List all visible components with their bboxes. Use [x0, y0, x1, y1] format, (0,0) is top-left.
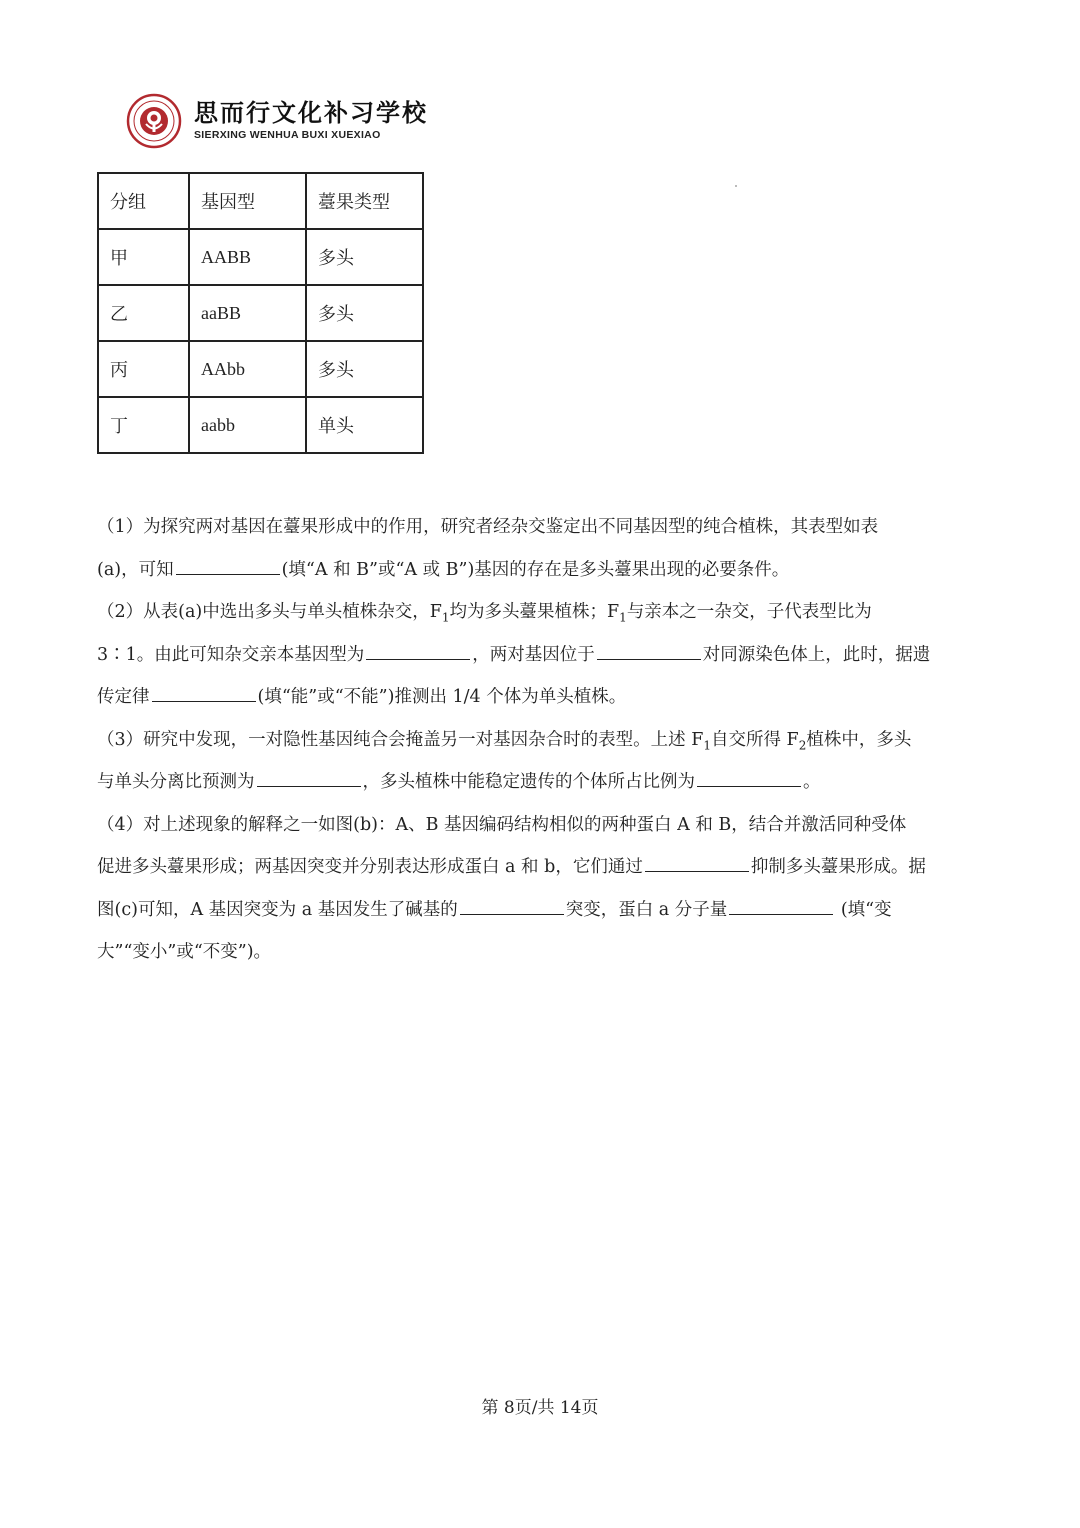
- table-row: [98, 341, 423, 397]
- table-cell: 多头: [306, 341, 423, 397]
- table-cell: aabb: [189, 397, 306, 453]
- table-cell: aaBB: [189, 285, 306, 341]
- answer-blank[interactable]: [152, 682, 256, 702]
- question-1-line-2: (a)，可知 (填“A 和 B”或“A 或 B”)基因的存在是多头薹果出现的必要条件。: [97, 549, 987, 592]
- question-2-line-1: （2）从表(a)中选出多头与单头植株杂交，$F_1$均为多头薹果植株；$F_1$与亲本之一杂交，子代表型比为: [97, 602, 872, 625]
- table-cell: 多头: [306, 229, 423, 285]
- table-row: [98, 229, 423, 285]
- table-header-cell: 薹果类型: [306, 173, 423, 229]
- table-cell: 多头: [306, 285, 423, 341]
- table-row: [98, 397, 423, 453]
- school-header: [126, 92, 428, 150]
- answer-blank[interactable]: [176, 555, 280, 575]
- question-list: [97, 506, 987, 974]
- question-4-line-4: 大”“变小”或“不变”)。: [97, 942, 272, 962]
- table-cell: AAbb: [189, 341, 306, 397]
- table-cell: 单头: [306, 397, 423, 453]
- question-3-line-2: 与单头分离比预测为 ，多头植株中能稳定遗传的个体所占比例为 。: [97, 761, 987, 804]
- question-2-line-3: 传定律 (填“能”或“不能”)推测出 1/4 个体为单头植株。: [97, 676, 987, 719]
- answer-blank[interactable]: [366, 640, 470, 660]
- question-3-line-1: （3）研究中发现，一对隐性基因纯合会掩盖另一对基因杂合时的表型。上述 $F_1$自交所得 $F_2$植株中，多头: [97, 729, 912, 752]
- page-number: 第 8页/共 14页: [481, 1398, 599, 1418]
- question-4-line-2: 促进多头薹果形成；两基因突变并分别表达形成蛋白 a 和 b，它们通过 抑制多头薹果形成。据: [97, 846, 987, 889]
- speck: [735, 185, 737, 187]
- question-2-line-2: 3∶1。由此可知杂交亲本基因型为 ，两对基因位于 对同源染色体上，此时，据遗: [97, 634, 987, 677]
- school-seal-icon: [126, 93, 182, 149]
- answer-blank[interactable]: [729, 895, 833, 915]
- table-cell: 丁: [98, 397, 189, 453]
- answer-blank[interactable]: [460, 895, 564, 915]
- school-name-en: SIERXING WENHUA BUXI XUEXIAO: [194, 129, 381, 142]
- question-1-line-1: （1）为探究两对基因在薹果形成中的作用，研究者经杂交鉴定出不同基因型的纯合植株，其表型如表: [97, 517, 879, 537]
- table-row: [98, 285, 423, 341]
- question-4-line-1: （4）对上述现象的解释之一如图(b)：A、B 基因编码结构相似的两种蛋白 A 和 B，结合并激活同种受体: [97, 814, 907, 835]
- answer-blank[interactable]: [257, 767, 361, 787]
- table-cell: 甲: [98, 229, 189, 285]
- answer-blank[interactable]: [597, 640, 701, 660]
- answer-blank[interactable]: [697, 767, 801, 787]
- question-4-line-3: 图(c)可知，A 基因突变为 a 基因发生了碱基的 突变，蛋白 a 分子量 (填“变: [97, 889, 987, 932]
- school-name: [194, 101, 428, 141]
- table-header-row: [98, 173, 423, 229]
- answer-blank[interactable]: [645, 852, 749, 872]
- table-cell: AABB: [189, 229, 306, 285]
- table-header-cell: 基因型: [189, 173, 306, 229]
- genotype-table: [97, 172, 424, 454]
- table-header-cell: 分组: [98, 173, 189, 229]
- table-cell: 丙: [98, 341, 189, 397]
- table-cell: 乙: [98, 285, 189, 341]
- school-name-cn: 思而行文化补习学校: [194, 99, 428, 128]
